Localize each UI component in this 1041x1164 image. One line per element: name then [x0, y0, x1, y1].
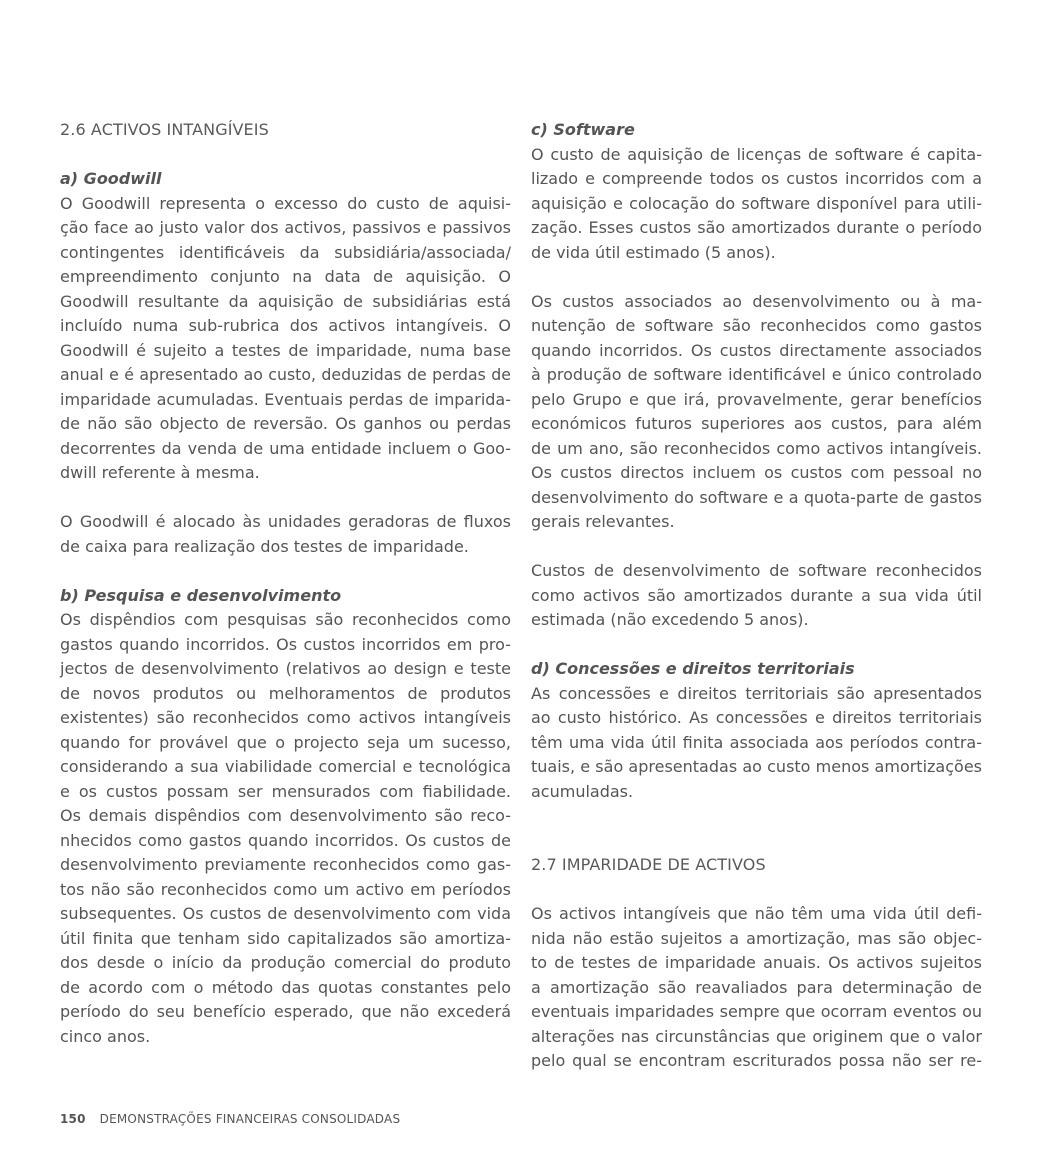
text-line: Goodwill é sujeito a testes de imparidade, numa base	[60, 340, 511, 360]
paragraph-goodwill-1	[60, 192, 511, 486]
text-line: considerando a sua viabilidade comercial e tecnológica	[60, 757, 511, 776]
text-line: tuais, e são apresentadas ao custo menos amortizações	[531, 757, 982, 776]
text-line: ao custo histórico. As concessões e direitos territoriais	[531, 708, 982, 727]
text-line: desenvolvimento do software e a quota-parte de gastos	[531, 487, 982, 507]
text-line: nida não estão sujeitos a amortização, mas são objec-	[531, 928, 982, 948]
text-line: anual e é apresentado ao custo, deduzidas de perdas de	[60, 365, 511, 384]
text-line: subsequentes. Os custos de desenvolvimento com vida	[60, 904, 511, 923]
text-line: empreendimento conjunto na data de aquisição. O	[60, 267, 511, 286]
text-line: Os demais dispêndios com desenvolvimento são reco-	[60, 806, 511, 825]
text-line: nutenção de software são reconhecidos como gastos	[531, 316, 982, 335]
text-line: e os custos possam ser mensurados com fiabilidade.	[60, 781, 511, 801]
heading-goodwill: a) Goodwill	[60, 169, 162, 188]
text-line: estimada (não excedendo 5 anos).	[531, 610, 809, 629]
text-line: de acordo com o método das quotas constantes pelo	[60, 977, 511, 997]
heading-software: c) Software	[531, 120, 635, 139]
text-line: gerais relevantes.	[531, 512, 675, 531]
text-line: de caixa para realização dos testes de imparidade.	[60, 536, 469, 556]
text-line: acumuladas.	[531, 781, 634, 801]
paragraph-software-3	[531, 559, 982, 633]
text-line: têm uma vida útil finita associada aos períodos contra-	[531, 732, 982, 752]
text-line: O Goodwill representa o excesso do custo de aquisi-	[60, 193, 511, 213]
text-line: incluído numa sub-rubrica dos activos intangíveis. O	[60, 316, 511, 335]
text-line: desenvolvimento previamente reconhecidos como gas-	[60, 855, 511, 874]
paragraph-software-1	[531, 143, 982, 266]
text-line: à produção de software identificável e único controlado	[531, 365, 982, 384]
text-line: dwill referente à mesma.	[60, 463, 260, 482]
text-line: ção face ao justo valor dos activos, passivos e passivos	[60, 218, 511, 237]
text-line: O Goodwill é alocado às unidades geradoras de fluxos	[60, 512, 511, 531]
paragraph-impairment	[531, 902, 982, 1074]
heading-research-development: b) Pesquisa e desenvolvimento	[60, 585, 342, 605]
text-line: Os dispêndios com pesquisas são reconhecidos como	[60, 610, 511, 629]
text-line: como activos são amortizados durante a sua vida útil	[531, 585, 982, 605]
text-line: As concessões e direitos territoriais são apresentados	[531, 683, 982, 703]
paragraph-software-2	[531, 290, 982, 535]
text-line: aquisição e colocação do software disponível para utili-	[531, 193, 982, 213]
text-line: nhecidos como gastos quando incorridos. Os custos de	[60, 830, 511, 850]
text-line: pelo qual se encontram escriturados possa não ser re-	[531, 1051, 982, 1070]
text-line: eventuais imparidades sempre que ocorram eventos ou	[531, 1002, 982, 1021]
text-line: útil finita que tenham sido capitalizados são amortiza-	[60, 928, 511, 948]
text-line: quando incorridos. Os custos directamente associados	[531, 340, 982, 360]
text-line: gastos quando incorridos. Os custos incorridos em pro-	[60, 634, 511, 654]
text-line: decorrentes da venda de uma entidade incluem o Goo-	[60, 438, 511, 458]
right-column	[531, 118, 982, 1074]
text-line: de não são objecto de reversão. Os ganhos ou perdas	[60, 414, 511, 433]
text-line: Custos de desenvolvimento de software reconhecidos	[531, 561, 982, 580]
text-line: O custo de aquisição de licenças de software é capita-	[531, 144, 982, 164]
text-line: de novos produtos ou melhoramentos de produtos	[60, 683, 511, 703]
paragraph-concessions	[531, 682, 982, 805]
text-line: de um ano, são reconhecidos como activos intangíveis.	[531, 438, 982, 458]
left-column	[60, 118, 511, 1049]
section-title-intangible-assets: 2.6 ACTIVOS INTANGÍVEIS	[60, 120, 269, 139]
text-line: alterações nas circunstâncias que originem que o valor	[531, 1026, 982, 1046]
text-line: Os custos associados ao desenvolvimento ou à ma-	[531, 291, 982, 311]
text-line: dos desde o início da produção comercial do produto	[60, 953, 511, 972]
text-line: existentes) são reconhecidos como activos intangíveis	[60, 708, 511, 727]
text-line: quando for provável que o projecto seja um sucesso,	[60, 732, 511, 752]
page-footer	[60, 1112, 400, 1126]
paragraph-research-development	[60, 608, 511, 1049]
text-line: jectos de desenvolvimento (relativos ao design e teste	[60, 659, 511, 678]
text-line: to de testes de imparidade anuais. Os activos sujeitos	[531, 953, 982, 972]
text-line: lizado e compreende todos os custos incorridos com a	[531, 169, 982, 188]
paragraph-goodwill-2	[60, 510, 511, 559]
text-line: pelo Grupo e que irá, provavelmente, gerar benefícios	[531, 389, 982, 409]
page-number: 150	[60, 1112, 86, 1126]
text-line: Goodwill resultante da aquisição de subsidiárias está	[60, 291, 511, 311]
footer-label: DEMONSTRAÇÕES FINANCEIRAS CONSOLIDADAS	[99, 1112, 401, 1126]
text-line: período do seu benefício esperado, que não excederá	[60, 1002, 511, 1021]
text-line: cinco anos.	[60, 1026, 151, 1046]
text-line: tos não são reconhecidos como um activo em períodos	[60, 879, 511, 899]
text-line: Os activos intangíveis que não têm uma vida útil defi-	[531, 904, 982, 923]
text-line: Os custos directos incluem os custos com pessoal no	[531, 463, 982, 482]
heading-concessions: d) Concessões e direitos territoriais	[531, 659, 855, 678]
text-line: imparidade acumuladas. Eventuais perdas de imparida-	[60, 389, 511, 409]
text-line: a amortização são reavaliados para determinação de	[531, 977, 982, 997]
text-line: zação. Esses custos são amortizados durante o período	[531, 218, 982, 237]
text-line: económicos futuros superiores aos custos, para além	[531, 414, 982, 433]
text-line: contingentes identificáveis da subsidiária/associada/	[60, 242, 511, 262]
section-title-impairment: 2.7 IMPARIDADE DE ACTIVOS	[531, 855, 766, 874]
text-line: de vida útil estimado (5 anos).	[531, 242, 776, 262]
